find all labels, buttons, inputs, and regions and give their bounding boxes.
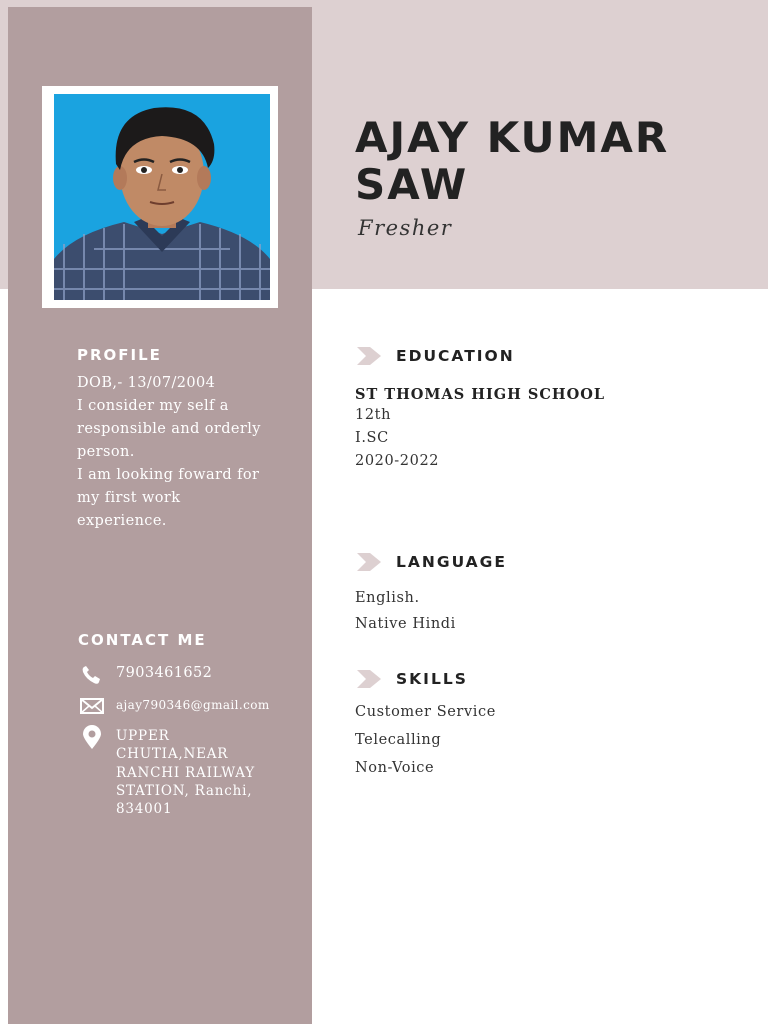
profile-line: responsible and orderly: [77, 421, 261, 437]
profile-photo-frame: [42, 86, 278, 308]
education-line: 2020-2022: [355, 453, 440, 469]
job-subtitle: Fresher: [358, 216, 453, 240]
profile-line: my first work: [77, 490, 181, 506]
education-line: I.SC: [355, 430, 389, 446]
address-line: RANCHI RAILWAY: [116, 764, 256, 781]
phone-icon: [78, 664, 106, 686]
profile-line: I am looking foward for: [77, 467, 260, 483]
skills-heading: SKILLS: [396, 670, 468, 688]
address-line: STATION, Ranchi,: [116, 782, 253, 799]
language-item: English.: [355, 590, 420, 606]
chevron-right-icon: [356, 553, 382, 571]
education-line: 12th: [355, 407, 392, 423]
education-heading: EDUCATION: [396, 347, 515, 365]
profile-photo: [54, 94, 270, 300]
mail-icon: [78, 696, 106, 718]
skill-item: Customer Service: [355, 704, 496, 720]
skill-item: Telecalling: [355, 732, 442, 748]
profile-photo-image: [54, 94, 270, 300]
profile-line: experience.: [77, 513, 167, 529]
school-name: ST THOMAS HIGH SCHOOL: [355, 386, 606, 403]
name-line-2: SAW: [355, 160, 469, 209]
name-line-1: AJAY KUMAR: [355, 113, 670, 162]
profile-text: [77, 372, 277, 533]
profile-heading: PROFILE: [77, 346, 162, 364]
address-text: [116, 727, 255, 818]
contact-heading: CONTACT ME: [78, 631, 207, 649]
full-name: [355, 114, 669, 208]
chevron-right-icon: [356, 347, 382, 365]
phone-number[interactable]: 7903461652: [116, 665, 213, 681]
location-pin-icon: [78, 725, 106, 751]
address-line: 834001: [116, 801, 173, 818]
address-line: CHUTIA,NEAR: [116, 746, 229, 763]
profile-line: person.: [77, 444, 135, 460]
profile-line: I consider my self a: [77, 398, 229, 414]
profile-line: DOB,- 13/07/2004: [77, 375, 216, 391]
email-address[interactable]: ajay790346@gmail.com: [116, 698, 270, 712]
chevron-right-icon: [356, 670, 382, 688]
language-heading: LANGUAGE: [396, 553, 507, 571]
address-line: UPPER: [116, 728, 170, 744]
skill-item: Non-Voice: [355, 760, 435, 776]
language-item: Native Hindi: [355, 616, 456, 632]
